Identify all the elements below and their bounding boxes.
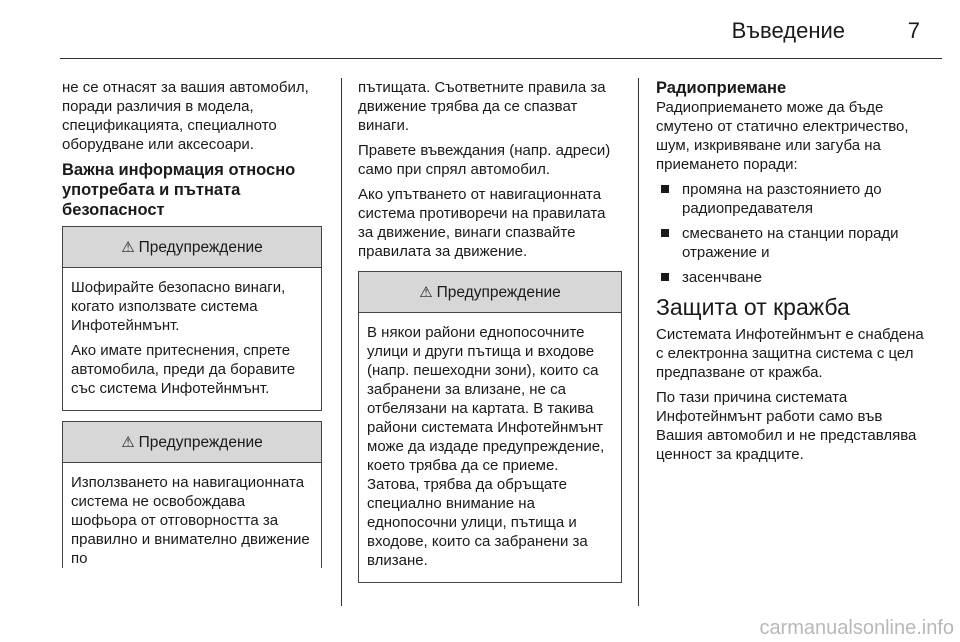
warning-header	[359, 272, 621, 313]
body-text: Правете въвеждания (напр. адреси) само при спрял автомобил.	[358, 142, 611, 178]
column-1	[62, 78, 322, 568]
warning-body	[63, 463, 321, 580]
body-text: По тази причина системата Инфотейнмънт работи само във Вашия автомобил и не представлява ценност за крадците.	[656, 389, 917, 463]
column-3	[656, 78, 926, 470]
warning-box-1	[62, 226, 322, 411]
intro-text: не се отнасят за вашия автомобил, поради различия в модела, спецификацията, специалното оборудване или аксесоари.	[62, 79, 309, 153]
warning-title: Предупреждение	[436, 283, 561, 301]
warning-triangle-icon: ⚠	[419, 283, 433, 301]
warning-text: В някои райони еднопосочните улици и други пътища и входове (напр. пешеходни зони), които са забранени за влизане, не са отбелязани на картата. В такива райони системата Инфотейнмънт може да издаде предупреждение, което трябва да се приеме. Затова, трябва да обръщате специално внимание на еднопосочни улици, пътища и входове, които са забранени за влизане.	[367, 324, 605, 569]
warning-text: Ако имате притеснения, спрете автомобила, преди да боравите със система Инфотейнмънт.	[71, 342, 296, 397]
watermark: carmanualsonline.info	[759, 617, 954, 639]
warning-title: Предупреждение	[138, 238, 263, 256]
bullet-list	[656, 180, 926, 287]
list-item: засенчване	[656, 268, 926, 287]
warning-title: Предупреждение	[138, 433, 263, 451]
column-divider-2	[638, 78, 639, 606]
list-item: промяна на разстоянието до радиопредавателя	[656, 180, 926, 218]
theft-protection-heading: Защита от кражба	[656, 294, 850, 320]
radio-intro: Радиоприемането може да бъде смутено от статично електричество, шум, изкривяване или загуба на приемането поради:	[656, 99, 909, 173]
warning-header	[63, 227, 321, 268]
warning-body	[359, 313, 621, 582]
list-item: смесването на станции поради отражение и	[656, 224, 926, 262]
warning-header	[63, 422, 321, 463]
page-number: 7	[907, 18, 920, 43]
warning-triangle-icon: ⚠	[121, 238, 135, 256]
warning-text: Използването на навигационната система не освобождава шофьора от отговорността за правилно и внимателно движение по	[71, 474, 310, 567]
body-text: пътищата. Съответните правила за движение трябва да се спазват винаги.	[358, 79, 606, 134]
header-rule	[60, 58, 942, 59]
radio-heading: Радиоприемане	[656, 79, 787, 97]
chapter-title: Въведение	[731, 18, 845, 43]
warning-triangle-icon: ⚠	[121, 433, 135, 451]
section-heading: Важна информация относно употребата и пътната безопасност	[62, 161, 296, 219]
warning-box-2	[62, 421, 322, 568]
body-text: Ако упътването от навигационната система противоречи на правилата за движение, винаги спазвайте правилата за движение.	[358, 186, 606, 260]
body-text: Системата Инфотейнмънт е снабдена с електронна защитна система с цел предпазване от кражба.	[656, 326, 924, 381]
column-divider-1	[341, 78, 342, 606]
warning-body	[63, 268, 321, 410]
warning-text: Шофирайте безопасно винаги, когато използвате система Инфотейнмънт.	[71, 279, 286, 334]
column-2	[358, 78, 622, 583]
warning-box-3	[358, 271, 622, 583]
